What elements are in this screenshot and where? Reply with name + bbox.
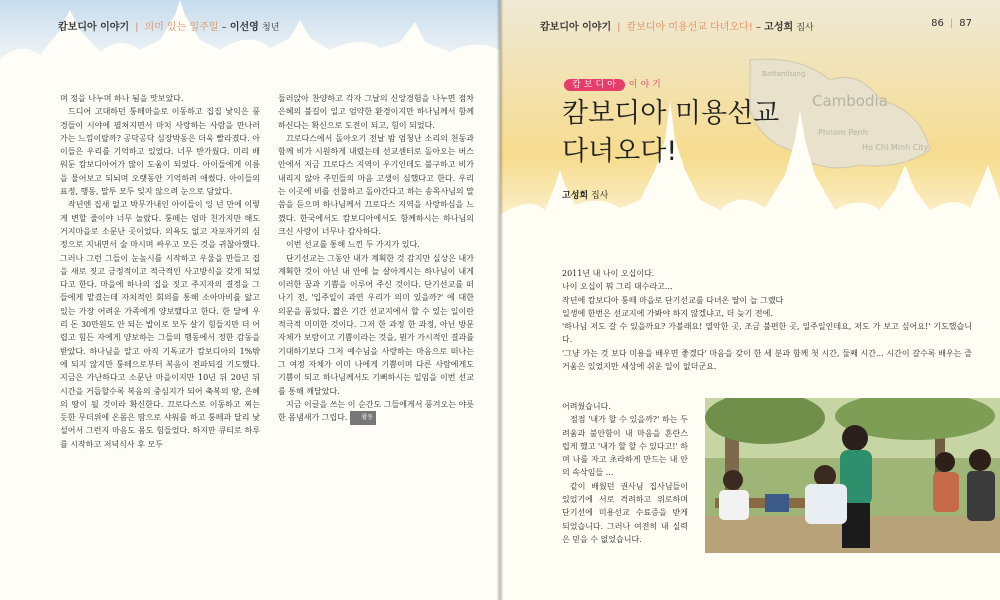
- paragraph: 같이 배웠던 권사님 집사님들이 있었기에 서로 격려하고 위로하며 단기선에 미용선교 수료증을 받게 되었습니다. 그러나 여전히 내 실력은 믿을 수 없었습니다.: [562, 481, 688, 544]
- haircut-mission-photo: [705, 398, 1000, 553]
- paragraph: 끄로다스에서 돌아오기 전날 밤 엄청난 소리의 천둥과 함께 비가 시원하게 내렸는데 선교센터로 돌아오는 버스 안에서 지금 끄로다스 지역이 우기인데도 불구하고 비가 내리지 않아 주민들의 마음 고생이 심했다고 한다. 우리는 이곳에 비를 선물하고 돌아간다고 하는 송목사님의 말씀을 듣으며 하나님께서 끄로다스 지역을 사랑하심을 느꼈다. 한국에서도 캄보디아에서도 함께하시는 하나님의 크신 사랑이 너무나 감사하다.: [278, 133, 474, 236]
- paragraph: '하나님 저도 갈 수 있을까요? 가볼래요! 열악한 곳, 조금 불편한 곳, 일주일인데요, 저도 가 보고 싶어요!' 기도했습니다.: [562, 322, 972, 345]
- map-label-region: Battambang: [762, 70, 806, 78]
- author-role: 청년: [262, 23, 280, 33]
- right-column-top: [562, 267, 972, 373]
- separator: |: [617, 22, 621, 33]
- page-gutter: [497, 0, 503, 600]
- paragraph-last: [278, 398, 474, 425]
- paragraph: '그냥 가는 것 보다 미용을 배우면 좋겠다' 마음을 갖이 한 세 분과 함께 첫 시간, 둘째 시간... 시간이 갈수록 배우는 즐거움은 있었지만 세상에 쉬운 일이 없더군요.: [562, 348, 972, 372]
- byline-name: 고성희: [562, 191, 589, 201]
- paragraph: 일생에 한번은 선교지에 가봐야 하지 않겠냐고, 더 늦기 전에.: [562, 308, 773, 318]
- temple-silhouette-art: [0, 0, 500, 80]
- paragraph: 2011년 내 나이 오십이다.: [562, 269, 655, 278]
- running-head: [58, 18, 279, 33]
- map-label-city: Phnom Penh: [818, 128, 868, 137]
- separator: |: [949, 18, 954, 29]
- left-column-2: [278, 92, 474, 425]
- dash: –: [755, 22, 761, 33]
- paragraph: 나이 오십이 뭐 그리 대수라고...: [562, 282, 673, 292]
- dash: –: [221, 22, 227, 33]
- tag-pill: 캄보디아: [564, 79, 625, 91]
- right-column-bottom: [562, 400, 688, 546]
- running-head: [540, 18, 814, 33]
- headline-line-2: 다녀오다!: [562, 136, 678, 167]
- map-label-country: Cambodia: [812, 92, 888, 110]
- paragraph: 이번 선교를 통해 느낀 두 가지가 있다.: [286, 240, 420, 250]
- page-number-left: 86: [931, 18, 944, 29]
- end-chip: 활동: [350, 411, 376, 424]
- right-page: [500, 0, 1000, 600]
- series-tag: [564, 77, 664, 90]
- paragraph: 작년에 캄보디아 퉁떼 마을로 단기선교를 다녀온 딸이 늘 그랬다: [562, 295, 784, 305]
- paragraph: 며 정을 나누며 하나 됨을 맛보았다.: [60, 94, 184, 103]
- page-numbers: [931, 18, 972, 29]
- paragraph: 드디어 고대하던 퉁떼마을로 이동하고 집집 낯익은 풍경들이 시야에 펼쳐지면서 마치 사랑하는 사람을 만나러가는 느낌이랄까? 공닥공닥 심장박동은 더욱 빨라졌다. 아이들은 우리를 기억하고 있었다. 너무 반가웠다. 미리 배워둔 캄보디아어가 많이 도움이 되었다. 아이들에게 이름을 물어보고 되뇌며 오랫동안 기억하려 애썼다. 아이들의 표정, 행동, 말투 모두 잊지 않으려 눈으로 담았다.: [60, 107, 260, 197]
- author-name: 이선영: [229, 22, 259, 33]
- byline: [562, 188, 608, 201]
- page-number-right: 87: [959, 18, 972, 29]
- article-title: 의미 있는 일주일: [144, 22, 219, 33]
- separator: |: [135, 22, 139, 33]
- headline-line-1: 캄보디아 미용선교: [562, 98, 780, 129]
- paragraph: 둘러앉아 찬양하고 각자 그날의 신앙경험을 나누면 점차 은혜의 불길이 일고 엄약한 환경이지만 하나님께서 함께하신다는 확신으로 도전이 되고, 힘이 되었다.: [278, 94, 474, 130]
- byline-role: 집사: [590, 191, 609, 201]
- paragraph: 점점 '내가 할 수 있을까?' 하는 두려움과 불안함이 내 마음을 흔란스럽게 했고 '내가 할 할 수 있다고!' 하며 나를 자고 초라하게 만드는 내 안의 속삭임들 ...: [562, 415, 688, 478]
- article-title: 캄보디아 미용선교 다녀오다!: [626, 22, 753, 33]
- article-headline: [562, 95, 779, 171]
- series-title: 캄보디아 이야기: [58, 22, 130, 33]
- left-column-1: [60, 92, 260, 451]
- tag-rest: 이야기: [628, 80, 664, 90]
- paragraph: 어려웠습니다.: [562, 402, 611, 411]
- series-title: 캄보디아 이야기: [540, 22, 612, 33]
- author-role: 집사: [796, 23, 814, 33]
- map-label-city: Ho Chi Minh City: [862, 143, 929, 152]
- author-name: 고성희: [764, 22, 794, 33]
- paragraph: 단기선교는 그동안 내가 계획한 것 감지만 실상은 내가 계획한 것이 아닌 내 안에 늘 살아계시는 하나님이 내게 이러한 꿈과 기쁨을 이루어 주신 것이다. 단기선교를 떠나기 전, '입주일이 과연 우리가 의미 있을까?' 에 대한 의문을 품었다. 짧은 기간 선교지에서 할 수 있는 일이란 적극적 미미한 것이다. 그저 한 과정 한 과정, 아닌 방문 자체가 보람이고 기쁨이라는 것을, 뭔가 가시적인 결과를 기대하기보다 그저 예수님을 사랑하는 마음으로 떠나는 그 여정 자체가 이미 나에게 기쁨이며 다른 사람에게도 기쁨이 되고 하나님께서도 기뻐하시는 일임을 이번 선교를 통해 깨달았다.: [278, 253, 474, 396]
- closing-text: 지금 이글을 쓰는 이 순간도 그들에게서 풍겨오는 야릇한 몸냄새가 그립다.: [278, 399, 474, 423]
- paragraph: 작년엔 집새 없고 박무가내인 아이들이 잉 넌 만에 이렇게 변할 줄이야 너무 놀랐다. 퉁떼는 엄마 친가지만 해도 거지마을로 소문난 곳이었다. 의욕도 없고 자포자기의 심정으로 지내면서 술 마시며 싸우고 모든 것을 귀찮아했다. 그러나 그런 그들이 눈높시를 시작하고 우물을 만들고 집을 새로 짓고 긍정적이고 적극적인 사고방식을 갖게 되었다고 한다. 마을에 하나의 집을 짓고 주지자의 결정을 그들에게 맡겼는데 자치적인 회의를 통해 소아마비를 앓고 있는 가장 어려운 가족에게 양보했다고 한다. 한 달에 우리 돈 30만원도 안 되는 밥이로 모두 살기 힘들지만 더 어렵고 힘든 자에게 양보하는 그들의 행동에서 정한 감동을 받았다. 하나님을 알고 아직 기독교가 캄보디아의 1%밖에 되지 않지만 퉁떼으로부터 복음이 전파되길 기도했다. 지금은 가난하다고 소문난 마을이지만 10년 뒤 20년 뒤 시간을 거듭할수록 복음의 중심지가 되어 축복의 땅, 은혜의 땅이 될 것이라 확신한다. 끄로다스로 이동하고 찌는 듯한 무더위에 온몸은 땀으로 샤워를 하고 퉁떼과 달리 낯설어서 그런지 마음도 몸도 힘들었다. 하지만 큐티로 하루를 시작하고 저녁식사 후 모두: [60, 200, 260, 449]
